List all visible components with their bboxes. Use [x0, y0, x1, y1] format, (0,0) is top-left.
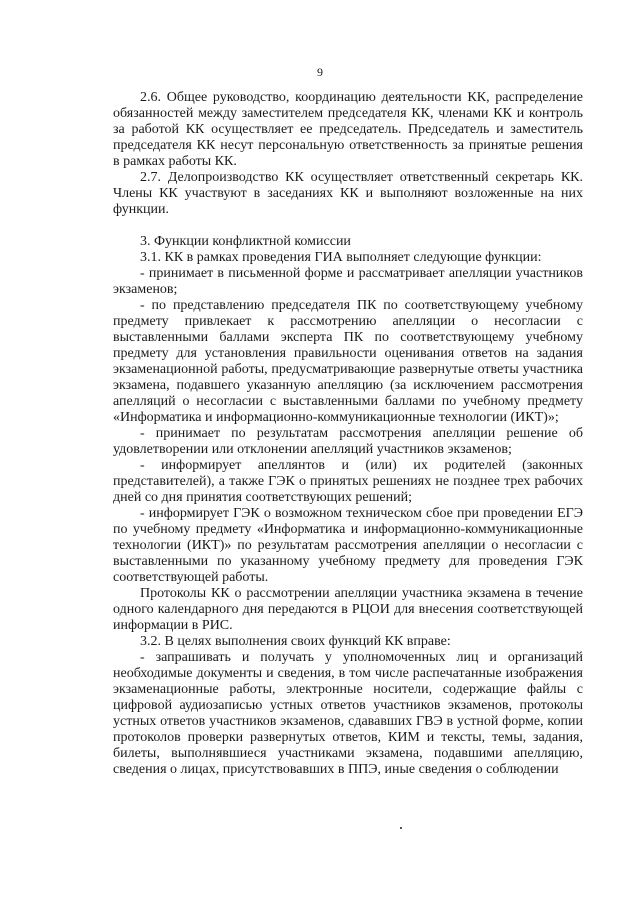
list-item-accept-appeals: - принимает в письменной форме и рассматривает апелляции участников экзаменов;: [113, 266, 583, 297]
list-item-request-documents: - запрашивать и получать у уполномоченных лиц и организаций необходимые документы и сведения, в том числе распечатанные изображения экзаменационные работы, электронные носители, содержащие файлы с цифровой аудиозаписью устных ответов участников экзаменов, протоколы устных ответов участников экзаменов, сдававших ГВЭ в устной форме, копии протоколов проверки развернутых ответов, КИМ и тексты, темы, задания, билеты, выполнявшиеся участниками экзамена, подавшими апелляцию, сведения о лицах, присутствовавших в ППЭ, иные сведения о соблюдении: [113, 650, 583, 777]
paragraph-2-7: 2.7. Делопроизводство КК осуществляет ответственный секретарь КК. Члены КК участвуют в заседаниях КК и выполняют возложенные на них функции.: [113, 170, 583, 217]
document-body: [113, 90, 583, 778]
list-item-inform-gek: - информирует ГЭК о возможном техническом сбое при проведении ЕГЭ по учебному предмету «Информатика и информационно-коммуникационные технологии (ИКТ)» по результатам рассмотрения апелляции о несогласии с выставленными по указанному учебному предмету для проведения ГЭК соответствующей работы.: [113, 506, 583, 585]
section-heading-3: 3. Функции конфликтной комиссии: [140, 234, 351, 249]
scan-speck: [400, 827, 402, 829]
paragraph-protocols: Протоколы КК о рассмотрении апелляции участника экзамена в течение одного календарного дня передаются в РЦОИ для внесения соответствующей информации в РИС.: [113, 586, 583, 633]
paragraph-2-6: 2.6. Общее руководство, координацию деятельности КК, распределение обязанностей между заместителем председателя КК, членами КК и контроль за работой КК осуществляет ее председатель. Председатель и заместитель председателя КК несут персональную ответственность за принятые решения в рамках работы КК.: [113, 90, 583, 169]
paragraph-3-2: 3.2. В целях выполнения своих функций КК вправе:: [140, 634, 451, 649]
paragraph-3-1: 3.1. КК в рамках проведения ГИА выполняет следующие функции:: [140, 250, 542, 265]
page-number: 9: [317, 65, 323, 79]
list-item-inform-appellants: - информирует апеллянтов и (или) их родителей (законных представителей), а также ГЭК о принятых решениях не позднее трех рабочих дней со дня принятия соответствующих решений;: [113, 458, 583, 505]
list-item-decision: - принимает по результатам рассмотрения апелляции решение об удовлетворении или отклонении апелляций участников экзаменов;: [113, 426, 583, 457]
list-item-involve-expert: - по представлению председателя ПК по соответствующему учебному предмету привлекает к рассмотрению апелляции о несогласии с выставленными баллами эксперта ПК по соответствующему учебному предмету для установления правильности оценивания ответов на задания экзаменационной работы, предусматривающие развернутые ответы участника экзамена, подавшего указанную апелляцию (за исключением рассмотрения апелляций о несогласии с выставленными баллами по учебному предмету «Информатика и информационно-коммуникационные технологии (ИКТ)»;: [113, 298, 583, 425]
